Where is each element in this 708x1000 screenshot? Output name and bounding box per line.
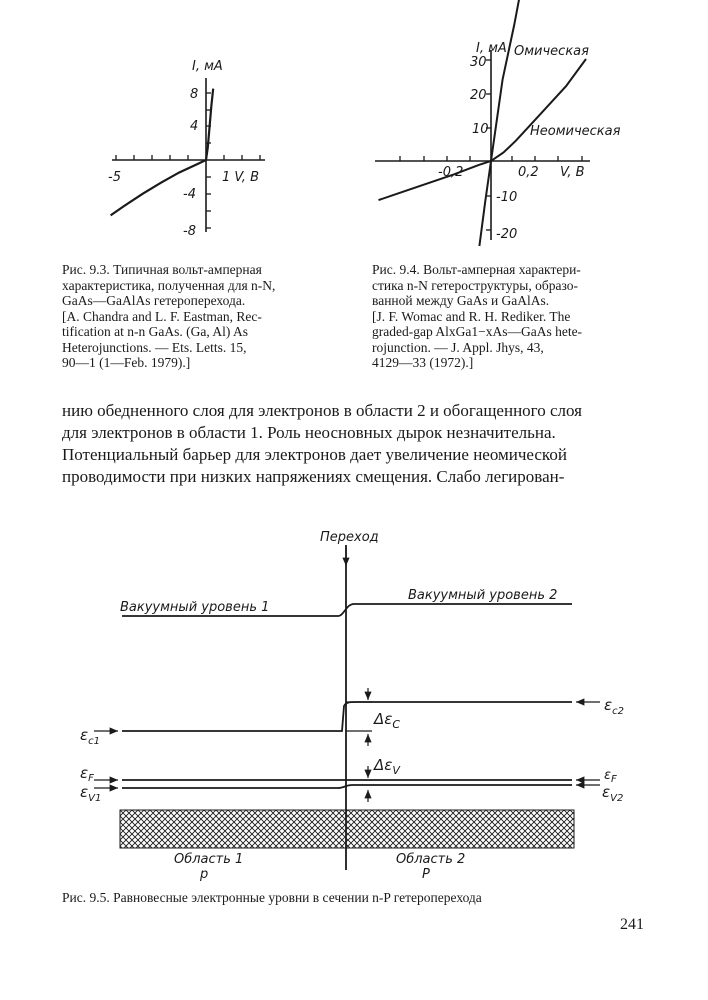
fig94-tick-y20: 20 — [470, 88, 487, 103]
conduction-band — [122, 702, 572, 731]
fig93-x-label: 1 V, В — [222, 170, 259, 185]
ec2-label: $\varepsilon_{c2}$ — [604, 696, 624, 717]
fig93-caption-line: [A. Chandra and L. F. Eastman, Rec- — [62, 308, 262, 324]
vacuum-level-2-label: Вакуумный уровень 2 — [408, 588, 558, 603]
fig94-tick-ym10: -10 — [496, 190, 518, 205]
fig94-tick-y10: 10 — [472, 122, 489, 137]
fig93-caption-line: Рис. 9.3. Типичная вольт-амперная — [62, 262, 262, 277]
fig93-y-label: I, мА — [192, 59, 223, 74]
fig94-caption-line: graded-gap AlxGa1−xAs—GaAs hete- — [372, 324, 583, 339]
fig94-x-label: V, В — [560, 165, 585, 180]
delta-ev-label: $\Delta\varepsilon_V$ — [374, 756, 400, 777]
fig94-tick-ym20: -20 — [496, 227, 518, 242]
ev2-label: $\varepsilon_{V2}$ — [602, 783, 624, 804]
region-2-type: P — [422, 867, 430, 882]
vacuum-level-1-label: Вакуумный уровень 1 — [120, 600, 270, 615]
page-number: 241 — [620, 916, 644, 933]
ec1-label: $\varepsilon_{c1}$ — [80, 726, 100, 747]
fig93-tick-ym8: -8 — [183, 224, 196, 239]
fig93-caption-line: GaAs—GaAlAs гетероперехода. — [62, 293, 246, 308]
fig93-tick-xm5: -5 — [108, 170, 121, 185]
fig94-y-label: I, мА — [476, 41, 507, 56]
fig94-caption-line: rojunction. — J. Appl. Jhys, 43, — [372, 339, 544, 355]
fig93-caption-line: Heterojunctions. — Ets. Letts. 15, — [62, 339, 247, 355]
region-1-label: Область 1 — [174, 852, 244, 867]
ev1-label: $\varepsilon_{V1}$ — [80, 783, 102, 804]
ef-left-label: $\varepsilon_F$ — [80, 764, 94, 784]
fig93-caption-line: характеристика, полученная для n-N, — [62, 277, 276, 293]
fig94-tick-x02: 0,2 — [518, 165, 539, 180]
valence-band-region — [120, 810, 574, 848]
fig94-caption-line: ванной между GaAs и GaAlAs. — [372, 293, 550, 308]
fig95-caption: Рис. 9.5. Равновесные электронные уровни в сечении n-P гетероперехода — [62, 890, 482, 905]
region-1-type: p — [200, 867, 209, 882]
delta-ec-label: $\Delta\varepsilon_C$ — [374, 710, 401, 731]
fig93-tick-y8: 8 — [190, 87, 199, 102]
fig93-caption-line: 90—1 (1—Feb. 1979).] — [62, 355, 191, 370]
fig94-caption-line: 4129—33 (1972).] — [372, 355, 474, 370]
ef-right-label: $\varepsilon_F$ — [604, 768, 617, 785]
fig94-ohmic-label: Омическая — [514, 44, 589, 59]
region-2-label: Область 2 — [396, 852, 466, 867]
fig94-caption-line: Рис. 9.4. Вольт-амперная характери- — [372, 262, 581, 277]
fig94-tick-y30: 30 — [470, 55, 487, 70]
body-line: нию обедненного слоя для электронов в области 2 и обогащенного слоя — [62, 401, 582, 420]
fig94-tick-xm02: -0,2 — [438, 165, 464, 180]
fig93-tick-y4: 4 — [190, 119, 199, 134]
fig93-tick-ym4: -4 — [183, 187, 196, 202]
junction-label: Переход — [320, 530, 379, 545]
body-line: для электронов в области 1. Роль неосновных дырок незначительна. — [62, 423, 556, 442]
valence-band — [122, 785, 572, 788]
fig93-caption-line: tification at n-n GaAs. (Ga, Al) As — [62, 324, 248, 339]
body-line: проводимости при низких напряжениях смещения. Слабо легирован- — [62, 467, 565, 486]
fig94-caption-line: [J. F. Womac and R. H. Rediker. The — [372, 308, 571, 324]
body-line: Потенциальный барьер для электронов дает увеличение неомической — [62, 445, 567, 464]
fig94-caption-line: стика n-N гетероструктуры, образо- — [372, 277, 578, 293]
fig94-nonohmic-label: Неомическая — [530, 124, 621, 139]
